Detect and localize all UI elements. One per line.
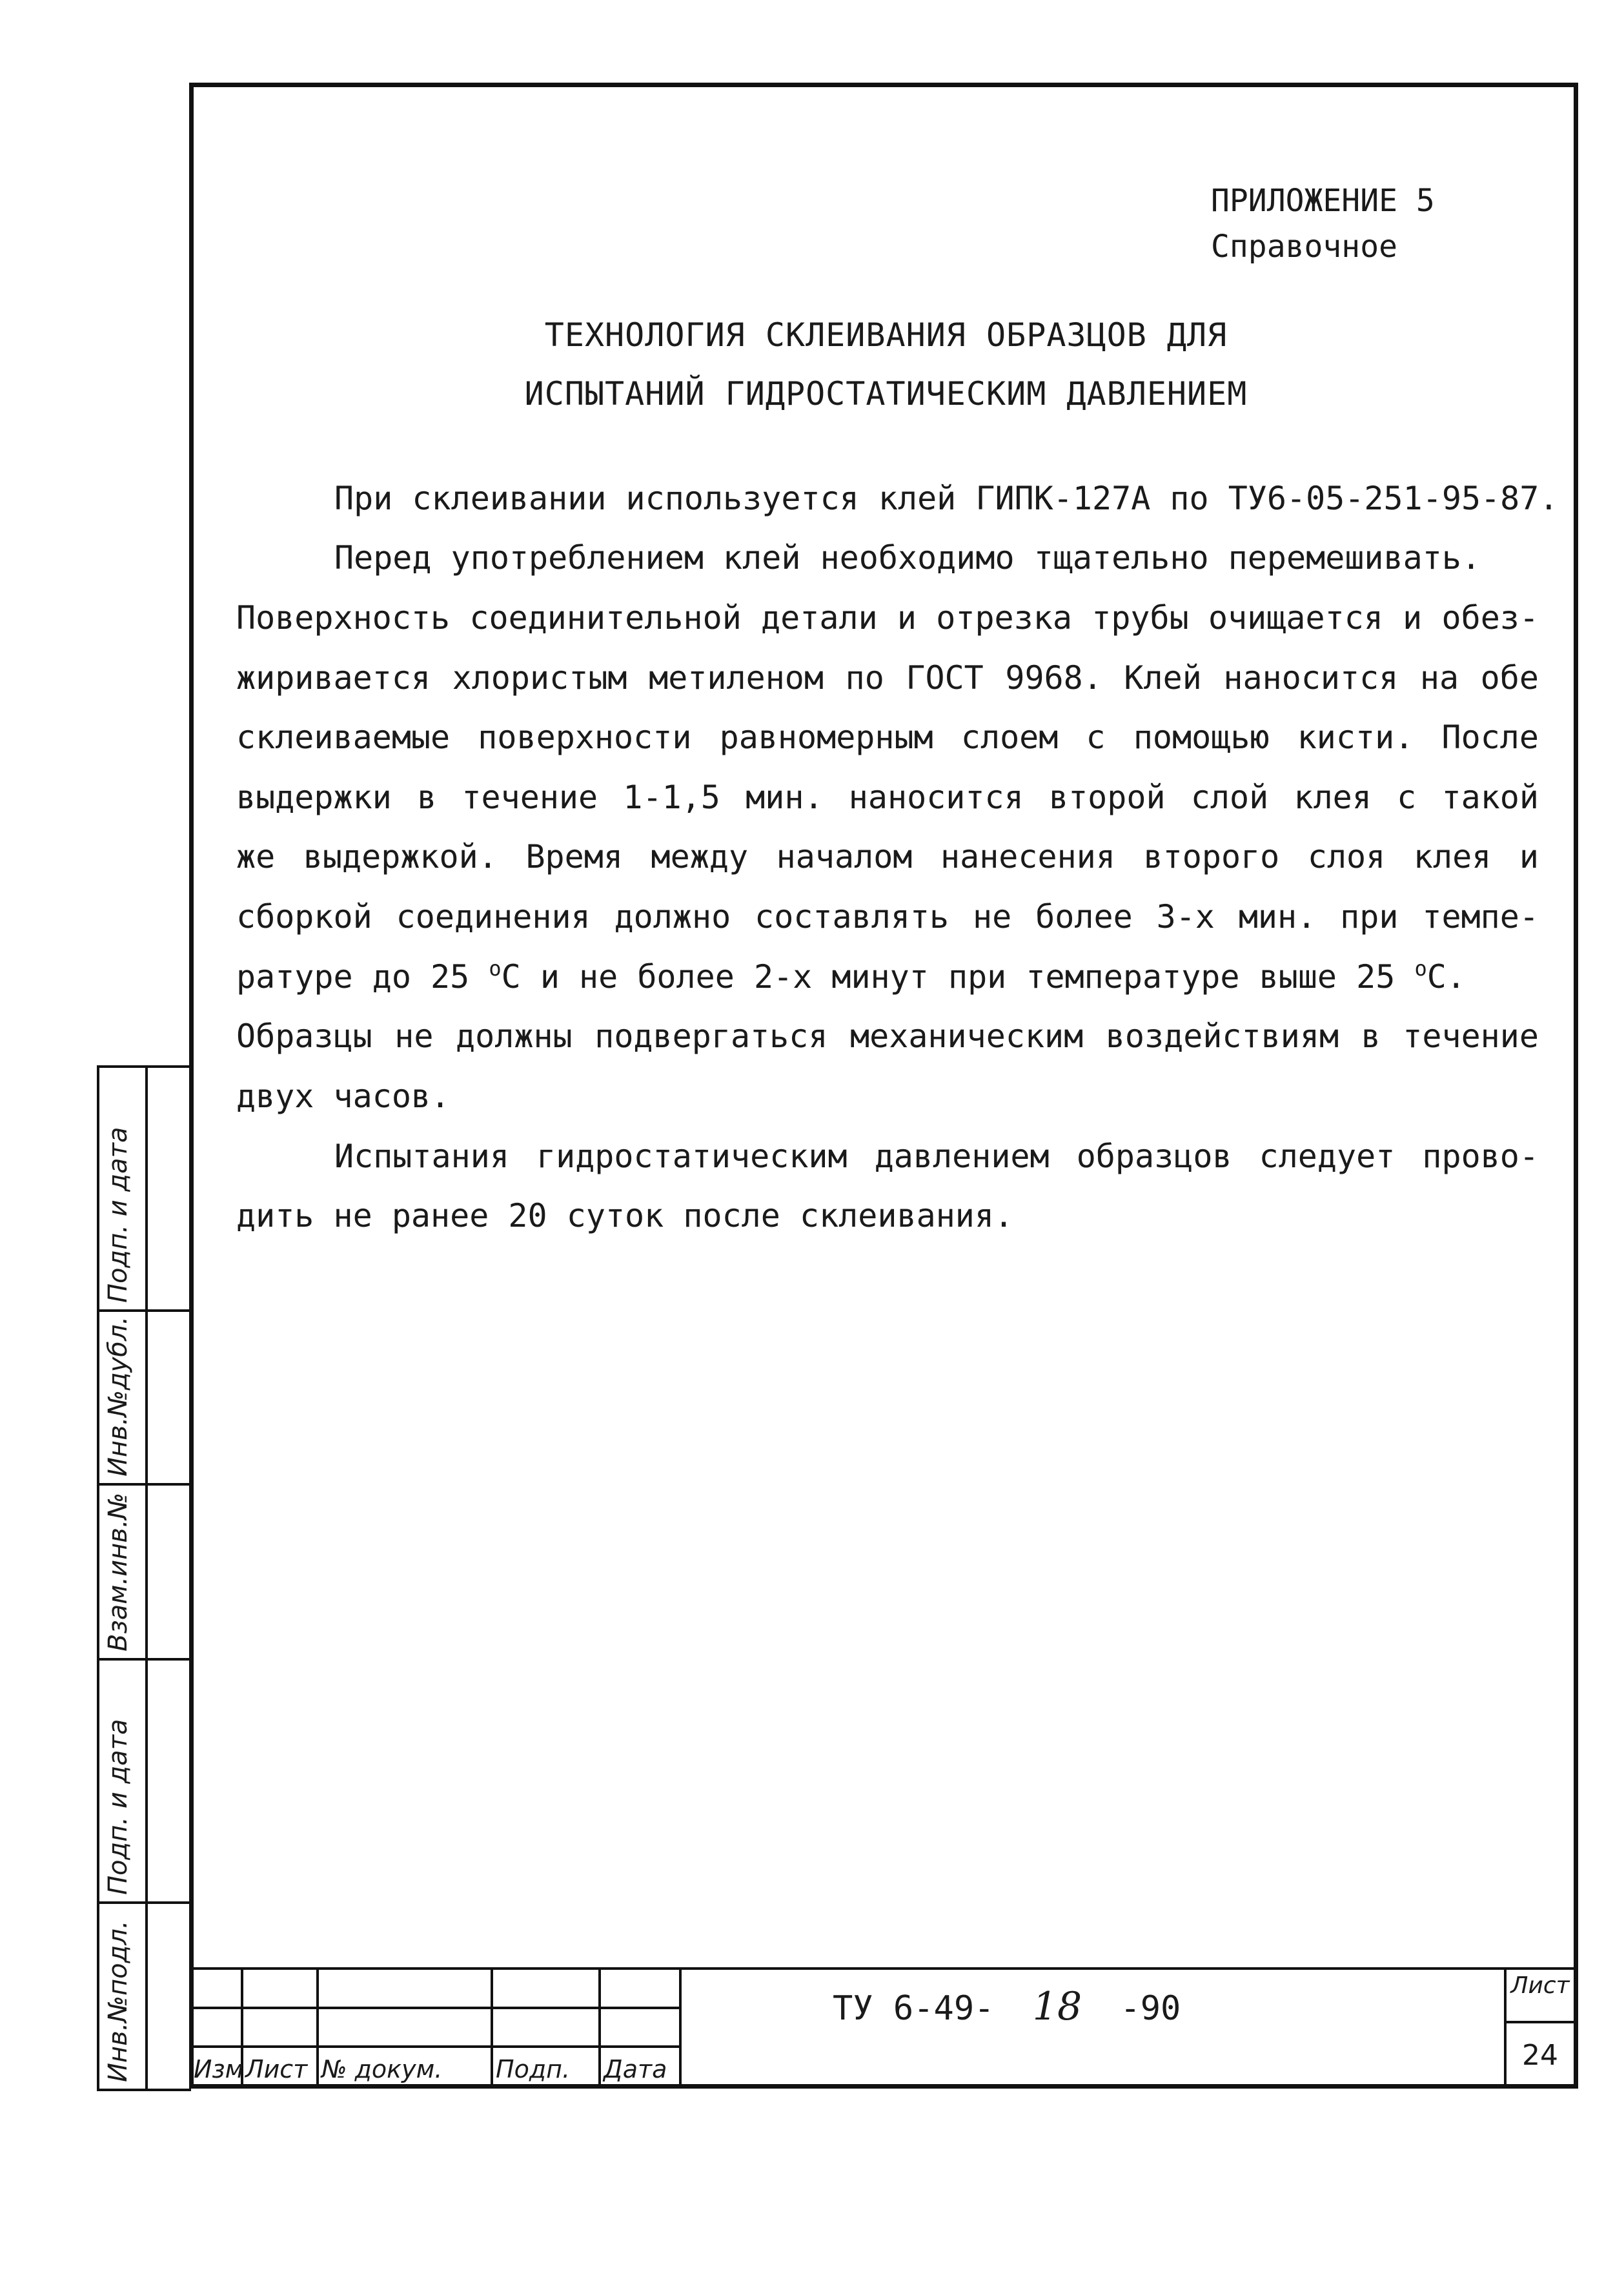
sheet-label: Лист bbox=[1510, 1972, 1570, 1999]
title-block-row-rule-2 bbox=[191, 2045, 682, 2048]
title-block-row-rule-1 bbox=[191, 2007, 682, 2009]
appendix-type: Справочное bbox=[1211, 229, 1397, 265]
sheet-number: 24 bbox=[1522, 2039, 1558, 2072]
col-date-label: Дата bbox=[604, 2055, 667, 2083]
document-number bbox=[833, 1984, 1181, 2029]
title-block-col-rule-2 bbox=[316, 1967, 319, 2089]
body-line-10: Образцы не должны подвергаться механическим воздействиям в течение bbox=[236, 1018, 1539, 1055]
side-replace-inv-label: Взам.инв.№ bbox=[103, 1492, 133, 1652]
title-block-col-rule-4 bbox=[598, 1967, 601, 2089]
body-line-1: При склеивании используется клей ГИПК-127А по ТУ6-05-251-95-87. bbox=[334, 480, 1559, 517]
body-line-2: Перед употреблением клей необходимо тщательно перемешивать. bbox=[334, 539, 1481, 577]
side-inv-dup-label: Инв.№дубл. bbox=[103, 1316, 133, 1477]
title-block-top-rule bbox=[191, 1967, 1578, 1970]
title-block-col-rule-3 bbox=[491, 1967, 493, 2089]
side-stamp-rule-2 bbox=[97, 1309, 191, 1312]
col-sheet-label: Лист bbox=[245, 2055, 308, 2083]
body-line-6: выдержки в течение 1-1,5 мин. наносится второй слой клея с такой bbox=[236, 779, 1539, 816]
side-inv-orig-label: Инв.№подл. bbox=[103, 1920, 133, 2082]
title-block-col-rule-5 bbox=[679, 1967, 682, 2089]
body-line-4: жиривается хлористым метиленом по ГОСТ 9968. Клей наносится на обе bbox=[236, 659, 1539, 697]
side-stamp-outer-rule bbox=[97, 1065, 99, 2091]
body-line-8: сборкой соединения должно составлять не более 3-х мин. при темпе- bbox=[236, 898, 1539, 936]
doc-title-line2: ИСПЫТАНИЙ ГИДРОСТАТИЧЕСКИМ ДАВЛЕНИЕМ bbox=[524, 375, 1248, 413]
body-line-5: склеиваемые поверхности равномерным слоем с помощью кисти. После bbox=[236, 719, 1539, 756]
body-line-9-part-1: ратуре до 25 bbox=[236, 958, 489, 996]
body-line-9-part-3: С. bbox=[1426, 958, 1466, 996]
side-stamp-rule-1 bbox=[97, 1065, 191, 1068]
body-line-11: двух часов. bbox=[236, 1078, 451, 1115]
body-line-12: Испытания гидростатическим давлением образцов следует прово- bbox=[334, 1138, 1539, 1175]
body-line-3: Поверхность соединительной детали и отрезка трубы очищается и обез- bbox=[236, 599, 1539, 637]
sheet-cell-rule bbox=[1505, 2021, 1578, 2023]
body-line-9 bbox=[236, 956, 1466, 996]
side-stamp-rule-4 bbox=[97, 1658, 191, 1661]
col-change-label: Изм bbox=[194, 2055, 244, 2083]
side-stamp-inner-rule bbox=[145, 1065, 148, 2091]
doc-title-line1: ТЕХНОЛОГИЯ СКЛЕИВАНИЯ ОБРАЗЦОВ ДЛЯ bbox=[544, 316, 1228, 354]
body-line-7: же выдержкой. Время между началом нанесения второго слоя клея и bbox=[236, 838, 1539, 875]
body-line-9-part-2: С и не более 2-х минут при температуре выше 25 bbox=[501, 958, 1415, 996]
degree-mark-1: о bbox=[489, 956, 502, 981]
doc-number-handwritten: 18 bbox=[1032, 1984, 1082, 2029]
doc-number-prefix: ТУ 6-49- bbox=[833, 1989, 995, 2028]
side-stamp-rule-5 bbox=[97, 1901, 191, 1904]
side-sign-date-label-1: Подп. и дата bbox=[103, 1719, 133, 1895]
doc-number-suffix: -90 bbox=[1120, 1989, 1181, 2028]
degree-mark-2: о bbox=[1414, 956, 1427, 981]
col-docnum-label: № докум. bbox=[321, 2055, 443, 2083]
col-sign-label: Подп. bbox=[496, 2055, 571, 2083]
appendix-label: ПРИЛОЖЕНИЕ 5 bbox=[1211, 183, 1435, 219]
body-line-13: дить не ранее 20 суток после склеивания. bbox=[236, 1197, 1014, 1234]
side-stamp-rule-6 bbox=[97, 2089, 191, 2091]
side-stamp-rule-3 bbox=[97, 1483, 191, 1486]
side-sign-date-label-2: Подп. и дата bbox=[103, 1127, 133, 1303]
title-block-col-rule-6 bbox=[1504, 1967, 1507, 2089]
